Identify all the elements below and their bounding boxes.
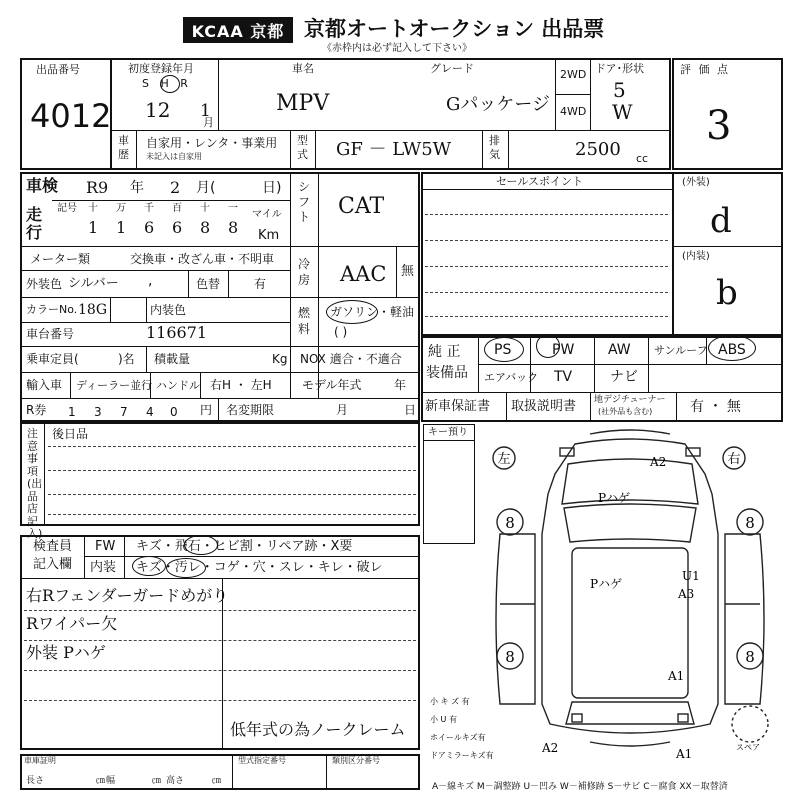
- equip-warranty: 新車保証書: [425, 399, 491, 414]
- equip-tv: TV: [554, 369, 573, 385]
- model-label: 型式: [297, 134, 308, 161]
- drive-4wd: 4WD: [560, 105, 587, 118]
- damage-mark: A3: [678, 587, 695, 601]
- eval-label: 評 価 点: [680, 63, 730, 76]
- tyre-mark-fl: 8: [505, 514, 515, 532]
- load-label: 積載量: [154, 352, 191, 366]
- inspector-note-3: 外装 Pハゲ: [26, 643, 106, 662]
- shaken-value: R9: [86, 178, 109, 197]
- capacity-label: 乗車定員(: [26, 352, 79, 366]
- meter-options: 交換車・改ざん車・不明車: [130, 252, 275, 266]
- tyre-mark-fr: 8: [745, 514, 755, 532]
- meter-label: メーター類: [30, 252, 91, 266]
- shift-value: CAT: [338, 194, 385, 219]
- disp-label: 排気: [489, 134, 500, 161]
- length-label: 長さ: [26, 776, 45, 786]
- legend-item: ホイールキズ有: [430, 733, 486, 742]
- door-label: ドア･形状: [595, 62, 645, 75]
- namechange-label: 名変期限: [226, 403, 275, 417]
- grade-value: Gパッケージ: [446, 94, 551, 115]
- model-value: GF － LW5W: [336, 139, 452, 160]
- sales-point-title: セールスポイント: [496, 175, 584, 188]
- interior-damage-label: 内装: [90, 560, 117, 575]
- color-dot: ,: [148, 273, 153, 289]
- model-year-label: モデル年式: [302, 378, 362, 392]
- era-options: S H R: [142, 77, 192, 90]
- height-unit: ㎝: [212, 776, 222, 786]
- mileage-unit: 十: [200, 203, 210, 214]
- equip-ps-circle: [484, 337, 524, 362]
- mileage-label: 走行: [26, 205, 43, 242]
- tyre-mark-rl: 8: [505, 648, 515, 666]
- reg-year: 12: [145, 98, 171, 122]
- interior-color-label: 内装色: [150, 303, 187, 317]
- width-label: 幅: [106, 776, 116, 786]
- mileage-digit: 8: [200, 218, 211, 237]
- ac-label: 冷房: [298, 257, 311, 287]
- inspector-note-1: 右Rフェンダーガードめがり: [26, 586, 229, 605]
- mileage-unit: 十: [88, 203, 98, 214]
- equip-aw: AW: [608, 342, 631, 358]
- shaken-month-value: 2: [170, 178, 181, 197]
- drive-2wd: 2WD: [560, 68, 587, 81]
- shaken-month-unit: 月(: [196, 180, 216, 196]
- legend-item: 小 U 有: [430, 715, 457, 724]
- interior-grade: b: [716, 273, 738, 313]
- mileage-unit-code: 記号: [57, 203, 77, 214]
- equip-sunroof: サンルーフ: [654, 344, 708, 357]
- equip-abs: ABS: [718, 342, 746, 358]
- vin-label: 車台番号: [26, 327, 75, 341]
- history-note: 未記入は自家用: [146, 152, 202, 161]
- class-number-label: 類別区分番号: [332, 756, 380, 765]
- handle-options: 右H ・ 左H: [210, 378, 272, 392]
- equip-digital-note: (社外品も含む): [598, 407, 653, 416]
- exterior-label: (外装): [682, 177, 710, 188]
- car-name: MPV: [276, 91, 330, 116]
- grade-label: グレード: [430, 62, 474, 75]
- nox-label: NOX 適合・不適合: [300, 352, 402, 366]
- fuel-circle: [326, 300, 378, 324]
- shaken-day-unit: 日): [262, 180, 282, 196]
- equip-pw: PW: [552, 342, 575, 358]
- inspector-note-2: Rワイパー欠: [26, 614, 118, 633]
- history-options: 自家用・レンタ・事業用: [146, 136, 278, 150]
- damage-mark: U1: [682, 569, 700, 583]
- notes-side-label: 注意事項(出品店記入): [27, 427, 43, 540]
- lot-number: 4012: [30, 97, 112, 135]
- capacity-unit: )名: [118, 352, 135, 366]
- equip-have-none: 有 ・ 無: [690, 399, 741, 415]
- width-unit: ㎝: [152, 776, 162, 786]
- reg-month-unit: 月: [203, 116, 214, 129]
- kcaa-logo: KCAA 京都: [183, 17, 293, 43]
- color-change-label: 色替: [196, 277, 221, 291]
- color-no-label: カラーNo.: [26, 303, 78, 316]
- model-year-unit: 年: [394, 378, 407, 392]
- height-label: 高さ: [166, 776, 185, 786]
- lot-label: 出品番号: [36, 63, 80, 76]
- inspector-label-2: 記入欄: [33, 557, 73, 572]
- rtax-unit: 円: [200, 403, 213, 417]
- spare-label: スペア: [736, 743, 760, 752]
- key-box: [423, 424, 475, 544]
- equipment-label-2: 装備品: [426, 365, 468, 381]
- legend-item: 小 キ ズ 有: [430, 697, 470, 706]
- form-note: 《赤枠内は必ず記入して下さい》: [322, 43, 472, 54]
- shape-value: W: [612, 100, 633, 124]
- interior-label: (内装): [682, 251, 710, 262]
- damage-mark: A1: [676, 747, 693, 761]
- mileage-digit: 1: [88, 218, 99, 237]
- mileage-digit: 8: [228, 218, 239, 237]
- mileage-mile: マイル: [252, 209, 282, 220]
- equip-abs-circle: [708, 335, 756, 361]
- disp-value: 2500: [575, 139, 621, 160]
- fw-items: キズ・飛石・ヒビ割・リペア跡・X要: [136, 539, 353, 554]
- equip-navi: ナビ: [610, 369, 638, 385]
- tyre-mark-rr: 8: [745, 648, 755, 666]
- int-scratch-circle: [132, 556, 166, 576]
- mileage-digit: 1: [116, 218, 127, 237]
- equip-digital-tuner: 地デジチューナー: [594, 395, 666, 405]
- shaken-label: 車検: [26, 176, 59, 195]
- shift-label: シフト: [298, 180, 311, 224]
- fw-stone-circle: [184, 535, 218, 555]
- damage-mark: Pハゲ: [598, 491, 631, 505]
- rtax-digit: 3: [94, 405, 102, 419]
- int-dirt-circle: [166, 558, 206, 578]
- form-title: 京都オートオークション 出品票: [304, 17, 605, 41]
- rtax-digit: 4: [146, 405, 154, 419]
- namechange-day: 日: [404, 403, 417, 417]
- fuel-paren: ( ): [334, 325, 348, 339]
- mileage-unit: 百: [172, 203, 182, 214]
- damage-mark: A2: [650, 455, 667, 469]
- fw-label: FW: [95, 539, 116, 554]
- equip-manual: 取扱説明書: [511, 399, 577, 414]
- interior-damage-items: キズ・汚レ・コゲ・穴・スレ・キレ・破レ: [136, 560, 383, 575]
- ac-none: 無: [401, 264, 415, 279]
- car-name-label: 車名: [292, 62, 314, 75]
- left-mark: 左: [497, 452, 511, 467]
- fuel-label: 燃料: [298, 306, 311, 336]
- reg-month: 1: [200, 101, 211, 121]
- equip-pw-circle: [536, 334, 560, 358]
- mileage-unit: 千: [144, 203, 154, 214]
- rtax-digit: 7: [120, 405, 128, 419]
- history-label: 車歴: [118, 134, 129, 161]
- equip-ps: PS: [494, 342, 512, 358]
- damage-mark: A1: [668, 669, 685, 683]
- mileage-digit: 6: [144, 218, 155, 237]
- mileage-km: Km: [258, 228, 280, 243]
- shaken-year-unit: 年: [130, 180, 144, 196]
- type-number-label: 型式指定番号: [238, 756, 286, 765]
- damage-mark: Pハゲ: [590, 577, 623, 591]
- import-value: ディーラー並行: [76, 379, 153, 392]
- damage-mark: A2: [542, 741, 559, 755]
- ac-value: AAC: [340, 262, 387, 286]
- mileage-unit: 万: [116, 203, 126, 214]
- first-reg-label: 初度登録年月: [128, 62, 194, 75]
- inspector-note-4: 低年式の為ノークレーム: [230, 720, 406, 739]
- later-items-label: 後日品: [52, 427, 89, 441]
- right-mark: 右: [727, 452, 741, 467]
- vin-value: 116671: [146, 323, 208, 342]
- color-label: 外装色: [26, 277, 63, 291]
- length-unit: ㎝: [96, 776, 106, 786]
- rtax-digit: 1: [68, 405, 76, 419]
- disp-unit: cc: [636, 152, 649, 165]
- equipment-label-1: 純 正: [428, 344, 461, 360]
- rtax-digit: 0: [170, 405, 178, 419]
- color-value: シルバー: [68, 276, 119, 291]
- damage-code-key: A－線キズ M－調整跡 U－凹み W－補修跡 S－サビ C－腐食 XX－取替済: [432, 782, 728, 792]
- mileage-unit: 一: [228, 203, 238, 214]
- legend-item: ドアミラーキズ有: [430, 751, 494, 760]
- fuel-options: ガソリン・軽油: [330, 305, 415, 319]
- rtax-label: R券: [26, 403, 47, 417]
- eval-score: 3: [706, 103, 732, 149]
- mileage-digit: 6: [172, 218, 183, 237]
- color-change-value: 有: [254, 277, 267, 291]
- namechange-month: 月: [336, 403, 349, 417]
- garage-cert-label: 車庫証明: [24, 756, 56, 765]
- equip-airbag: エアバック: [484, 371, 539, 384]
- era-circle: [160, 75, 180, 93]
- handle-label: ハンドル: [156, 379, 200, 392]
- inspector-label-1: 検査員: [33, 539, 73, 554]
- color-no-value: 18G: [78, 302, 107, 318]
- import-label: 輸入車: [26, 378, 63, 392]
- exterior-grade: d: [710, 201, 732, 241]
- key-label: キー預り: [428, 427, 468, 438]
- door-value: 5: [613, 78, 626, 102]
- load-unit: Kg: [272, 352, 288, 366]
